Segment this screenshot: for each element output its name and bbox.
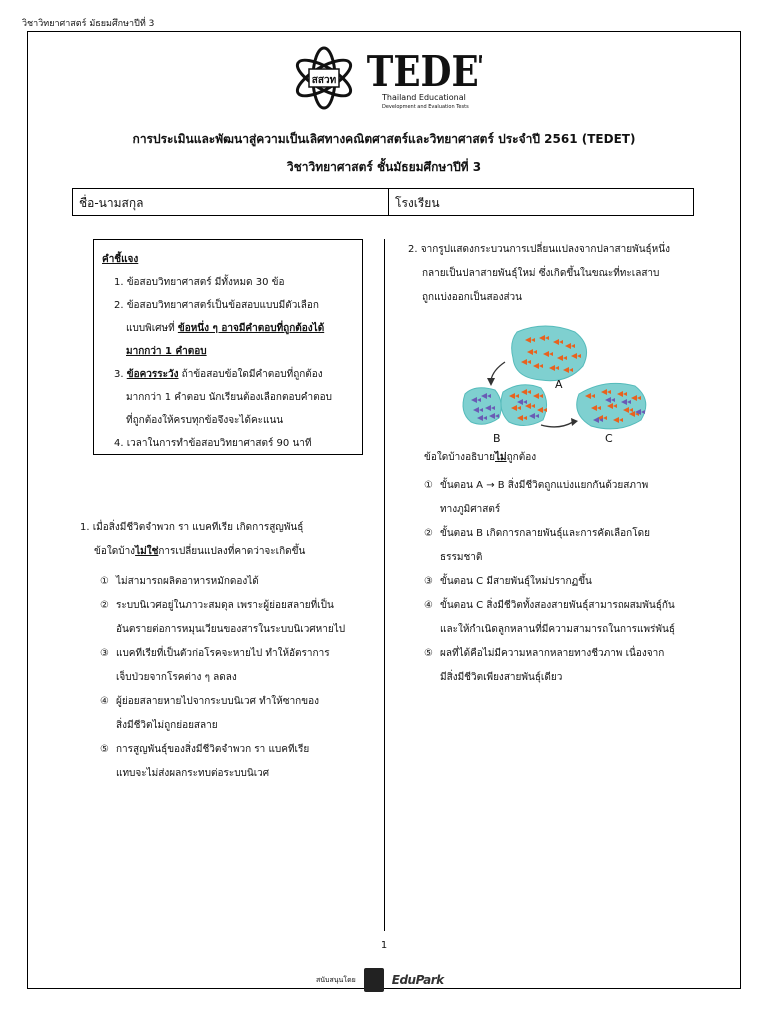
option-line: ขั้นตอน C สิ่งมีชีวิตทั้งสองสายพันธุ์สามารถผสมพันธุ์กัน [440, 600, 675, 611]
question-2-stem-continued: กลายเป็นปลาสายพันธุ์ใหม่ ซึ่งเกิดขึ้นในขณะที่ทะเลสาบ [422, 268, 660, 279]
instructions-box [93, 239, 363, 455]
speciation-figure [455, 322, 655, 447]
option-line: ผลที่ได้คือไม่มีความหลากหลายทางชีวภาพ เนื่องจาก [440, 648, 665, 659]
page-number: 1 [380, 940, 388, 951]
option-line: และให้กำเนิดลูกหลานที่มีความสามารถในการแพร่พันธุ์ [440, 624, 675, 635]
atom-emblem-icon [293, 48, 356, 108]
option-text [440, 522, 650, 570]
exam-title: การประเมินและพัฒนาสู่ความเป็นเลิศทางคณิตศาสตร์และวิทยาศาสตร์ ประจำปี 2561 (TEDET) [132, 132, 636, 146]
logo-brand: TEDE [366, 47, 479, 97]
question-2-stem: 2. จากรูปแสดงกระบวนการเปลี่ยนแปลงจากปลาสายพันธุ์หนึ่ง [408, 244, 670, 255]
question-2-stem-continued: ถูกแบ่งออกเป็นสองส่วน [422, 292, 522, 303]
instruction-item: 1. ข้อสอบวิทยาศาสตร์ มีทั้งหมด 30 ข้อ [114, 277, 285, 288]
option-line: ขั้นตอน B เกิดการกลายพันธุ์และการคัดเลือกโดย [440, 528, 650, 539]
option-number: ③ [100, 648, 109, 659]
instruction-item: 4. เวลาในการทำข้อสอบวิทยาศาสตร์ 90 นาที [114, 438, 312, 449]
name-field[interactable]: ชื่อ-นามสกุล [73, 189, 389, 215]
instruction-item-continued: มากกว่า 1 คำตอบ นักเรียนต้องเลือกตอบคำตอบ [126, 392, 332, 403]
column-divider [384, 239, 385, 931]
question-2-options [424, 474, 708, 690]
option-number: ③ [424, 576, 433, 587]
option-text [116, 690, 319, 738]
question-1 [80, 516, 375, 786]
option-number: ④ [100, 696, 109, 707]
sponsor-logo-icon [364, 968, 384, 992]
logo-tagline-1: Thailand Educational [382, 93, 466, 102]
option-line: ขั้นตอน C มีสายพันธุ์ใหม่ปรากฏขึ้น [440, 576, 592, 587]
logo-emblem-text: สสวท [311, 75, 337, 86]
option-text [440, 642, 664, 690]
q1-option-4[interactable] [100, 690, 375, 738]
figure-label-c: C [605, 432, 613, 445]
option-text [116, 570, 259, 594]
instruction-item-continued: แบบพิเศษที่ ข้อหนึ่ง ๆ อาจมีคำตอบที่ถูกต้องได้ [126, 323, 325, 334]
option-line: ระบบนิเวศอยู่ในภาวะสมดุล เพราะผู้ย่อยสลายที่เป็น [116, 600, 334, 611]
school-field[interactable]: โรงเรียน [395, 196, 440, 210]
figure-label-b: B [493, 432, 501, 445]
tedet-logo [292, 42, 482, 118]
option-number: ① [100, 576, 109, 587]
question-2 [408, 238, 708, 690]
option-text [116, 642, 330, 690]
sponsor-footer [316, 968, 444, 992]
q1-option-1[interactable] [100, 570, 375, 594]
option-line: ผู้ย่อยสลายหายไปจากระบบนิเวศ ทำให้ซากของ [116, 696, 319, 707]
option-line: สิ่งมีชีวิตไม่ถูกย่อยสลาย [116, 720, 218, 731]
question-1-options [100, 570, 375, 786]
arrow-a-to-b [491, 362, 505, 380]
option-line: เจ็บป่วยจากโรคต่าง ๆ ลดลง [116, 672, 237, 683]
option-line: อันตรายต่อการหมุนเวียนของสารในระบบนิเวศหายไป [116, 624, 346, 635]
page-header: วิชาวิทยาศาสตร์ มัธยมศึกษาปีที่ 3 [22, 19, 155, 29]
q1-option-2[interactable] [100, 594, 375, 642]
lake-a [512, 326, 587, 381]
exam-subtitle: วิชาวิทยาศาสตร์ ชั้นมัธยมศึกษาปีที่ 3 [286, 160, 482, 174]
figure-label-a: A [555, 378, 563, 391]
sponsor-brand: EduPark [391, 973, 444, 987]
option-text [440, 570, 592, 594]
option-line: ขั้นตอน A → B สิ่งมีชีวิตถูกแบ่งแยกกันด้วยสภาพ [440, 480, 649, 491]
q2-option-1[interactable] [424, 474, 708, 522]
question-2-prompt: ข้อใดบ้างอธิบายไม่ถูกต้อง [424, 452, 537, 463]
option-number: ⑤ [100, 744, 109, 755]
arrow-b-to-c [541, 422, 573, 427]
option-number: ① [424, 480, 433, 491]
instruction-item-continued: มากกว่า 1 คำตอบ [126, 346, 207, 357]
question-1-stem: 1. เมื่อสิ่งมีชีวิตจำพวก รา แบคทีเรีย เกิดการสูญพันธุ์ [80, 522, 304, 533]
question-1-stem-continued: ข้อใดบ้างไม่ใช่การเปลี่ยนแปลงที่คาดว่าจะเกิดขึ้น [94, 546, 306, 557]
option-text [116, 738, 309, 786]
option-number: ⑤ [424, 648, 433, 659]
q2-option-3[interactable] [424, 570, 708, 594]
option-number: ④ [424, 600, 433, 611]
q2-option-5[interactable] [424, 642, 708, 690]
option-line: ธรรมชาติ [440, 552, 483, 563]
option-line: แทบจะไม่ส่งผลกระทบต่อระบบนิเวศ [116, 768, 270, 779]
option-line: มีสิ่งมีชีวิตเพียงสายพันธุ์เดียว [440, 672, 563, 683]
logo-tagline-2: Development and Evaluation Tests [382, 104, 469, 110]
q2-option-2[interactable] [424, 522, 708, 570]
q1-option-5[interactable] [100, 738, 375, 786]
instructions-heading: คำชี้แจง [102, 254, 139, 265]
option-number: ② [424, 528, 433, 539]
option-line: แบคทีเรียที่เป็นตัวก่อโรคจะหายไป ทำให้อัตราการ [116, 648, 330, 659]
q1-option-3[interactable] [100, 642, 375, 690]
instruction-item-continued: ที่ถูกต้องให้ครบทุกข้อจึงจะได้คะแนน [126, 415, 284, 426]
option-line: การสูญพันธุ์ของสิ่งมีชีวิตจำพวก รา แบคทีเรีย [116, 744, 310, 755]
instruction-item: 3. ข้อควรระวัง ถ้าข้อสอบข้อใดมีคำตอบที่ถูกต้อง [114, 369, 323, 380]
option-text [440, 594, 675, 642]
instruction-item: 2. ข้อสอบวิทยาศาสตร์เป็นข้อสอบแบบมีตัวเลือก [114, 300, 319, 311]
sponsor-label: สนับสนุนโดย [316, 975, 356, 984]
option-text [116, 594, 345, 642]
option-number: ② [100, 600, 109, 611]
option-text [440, 474, 648, 522]
q2-option-4[interactable] [424, 594, 708, 642]
option-line: ไม่สามารถผลิตอาหารหมักดองได้ [116, 576, 259, 587]
option-line: ทางภูมิศาสตร์ [440, 504, 501, 515]
name-school-box [72, 188, 694, 216]
